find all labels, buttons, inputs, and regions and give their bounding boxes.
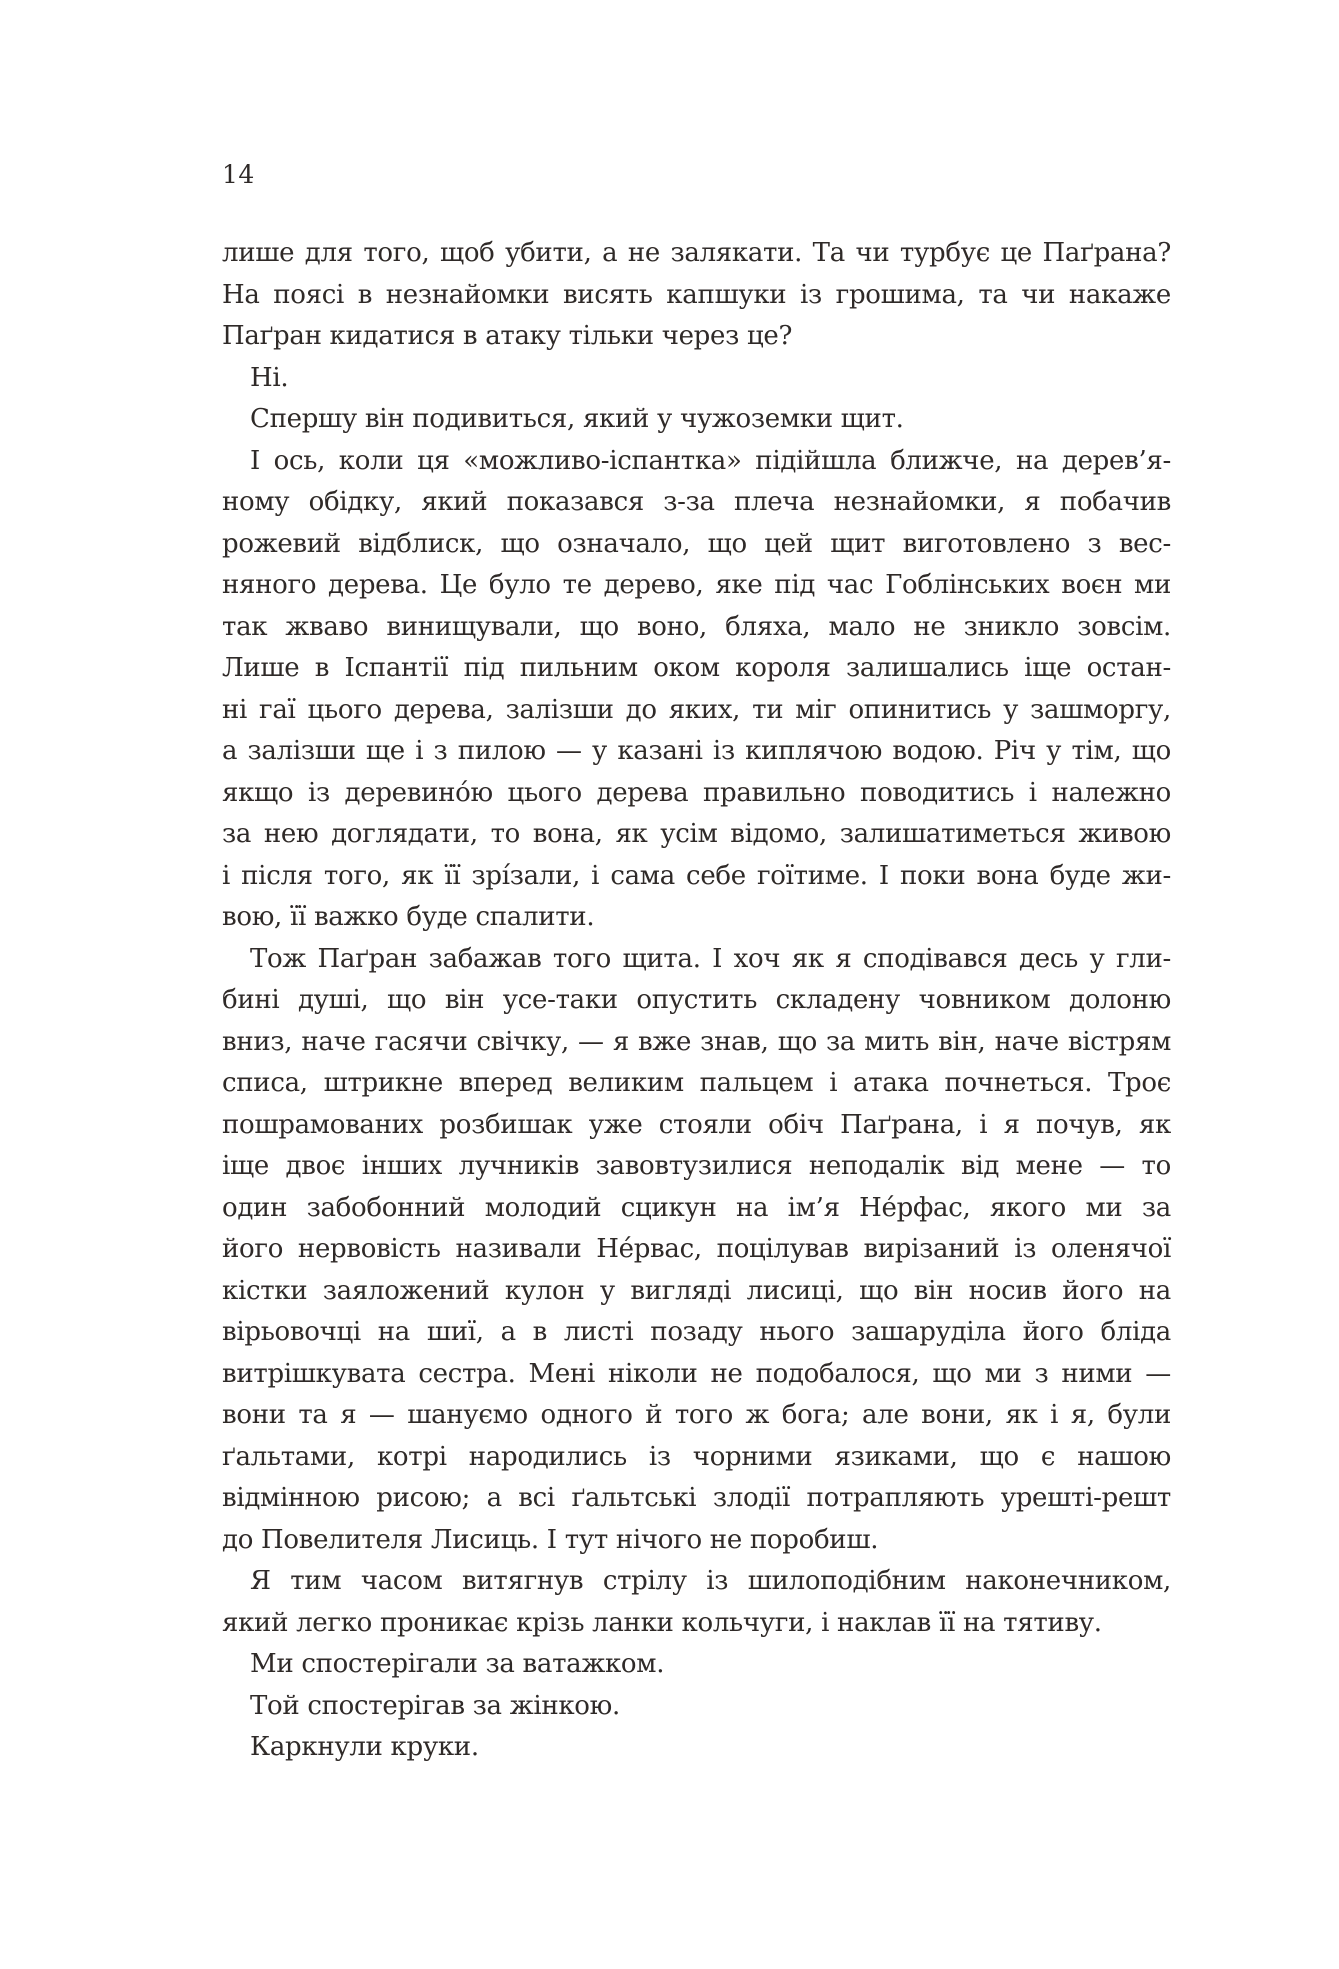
text-line: Ні.	[250, 362, 289, 393]
text-line: пошрамованих розбишак уже стояли обіч Паґрана, і я почув, як	[222, 1109, 1171, 1140]
text-line: за нею доглядати, то вона, як усім відомо, залишатиметься живою	[222, 819, 1171, 849]
paragraph	[222, 1686, 1171, 1728]
text-line: Лише в Іспантії під пильним оком короля залишались іще остан-	[222, 653, 1171, 683]
text-line: його нервовість називали Не́рвас, поцілував вирізаний із оленячої	[222, 1234, 1171, 1264]
text-line: ному обідку, який показався з-за плеча незнайомки, я побачив	[222, 487, 1171, 517]
text-line: вони та я — шануємо одного й того ж бога; але вони, як і я, були	[222, 1400, 1171, 1430]
text-line: Тож Паґран забажав того щита. І хоч як я сподівався десь у гли-	[250, 943, 1171, 974]
text-line: рожевий відблиск, що означало, що цей щит виготовлено з вес-	[222, 528, 1171, 559]
paragraph	[222, 1727, 1171, 1769]
text-line: Каркнули круки.	[250, 1732, 479, 1762]
paragraph	[222, 441, 1171, 939]
text-line: іще двоє інших лучників завовтузилися неподалік від мене — то	[222, 1151, 1171, 1181]
text-line: а залізши ще і з пилою — у казані із киплячою водою. Річ у тім, що	[222, 736, 1171, 766]
text-line: вірьовочці на шиї, а в листі позаду нього зашаруділа його бліда	[222, 1317, 1171, 1347]
text-line: вою, її важко буде спалити.	[222, 902, 595, 932]
text-line: Паґран кидатися в атаку тільки через це?	[222, 321, 793, 351]
text-line: ґальтами, котрі народились із чорними язиками, що є нашою	[222, 1441, 1171, 1472]
text-line: відмінною рисою; а всі ґальтські злодії потрапляють урешті-решт	[222, 1483, 1171, 1513]
text-line: Ми спостерігали за ватажком.	[250, 1649, 665, 1679]
text-line: і після того, як її зрі́зали, і сама себе гоїтиме. І поки вона буде жи-	[222, 860, 1171, 891]
text-line: На поясі в незнайомки висять капшуки із грошима, та чи накаже	[222, 279, 1171, 310]
paragraph	[222, 358, 1171, 400]
text-line: ні гаї цього дерева, залізши до яких, ти міг опинитись у зашморгу,	[222, 694, 1171, 725]
text-line: який легко проникає крізь ланки кольчуги, і наклав її на тятиву.	[222, 1607, 1102, 1638]
page-number: 14	[222, 160, 255, 189]
paragraph	[222, 233, 1171, 358]
paragraph	[222, 1561, 1171, 1644]
paragraph	[222, 1644, 1171, 1686]
paragraph	[222, 939, 1171, 1562]
text-line: няного дерева. Це було те дерево, яке під час Гоблінських воєн ми	[222, 570, 1171, 600]
text-line: Я тим часом витягнув стрілу із шилоподібним наконечником,	[250, 1566, 1171, 1596]
text-line: кістки заяложений кулон у вигляді лисиці, що він носив його на	[222, 1275, 1171, 1306]
text-line: так жваво винищували, що воно, бляха, мало не зникло зовсім.	[222, 611, 1171, 642]
body-text	[222, 233, 1171, 1769]
text-line: лише для того, щоб убити, а не залякати. Та чи турбує це Паґрана?	[222, 238, 1171, 268]
text-line: до Повелителя Лисиць. І тут нічого не поробиш.	[222, 1524, 879, 1555]
text-line: якщо із деревино́ю цього дерева правильно поводитись і належно	[222, 777, 1171, 808]
text-line: один забобонний молодий сцикун на ім’я Не́рфас, якого ми за	[222, 1192, 1171, 1223]
text-line: витрішкувата сестра. Мені ніколи не подобалося, що ми з ними —	[222, 1358, 1171, 1389]
text-line: Спершу він подивиться, який у чужоземки щит.	[250, 404, 904, 434]
paragraph	[222, 399, 1171, 441]
text-line: бині душі, що він усе-таки опустить складену човником долоню	[222, 985, 1171, 1015]
text-line: вниз, наче гасячи свічку, — я вже знав, що за мить він, наче вістрям	[222, 1026, 1171, 1057]
text-line: списа, штрикне вперед великим пальцем і атака почнеться. Троє	[222, 1068, 1171, 1098]
text-line: Той спостерігав за жінкою.	[250, 1690, 620, 1721]
text-line: І ось, коли ця «можливо-іспантка» підійшла ближче, на дерев’я-	[250, 445, 1171, 476]
